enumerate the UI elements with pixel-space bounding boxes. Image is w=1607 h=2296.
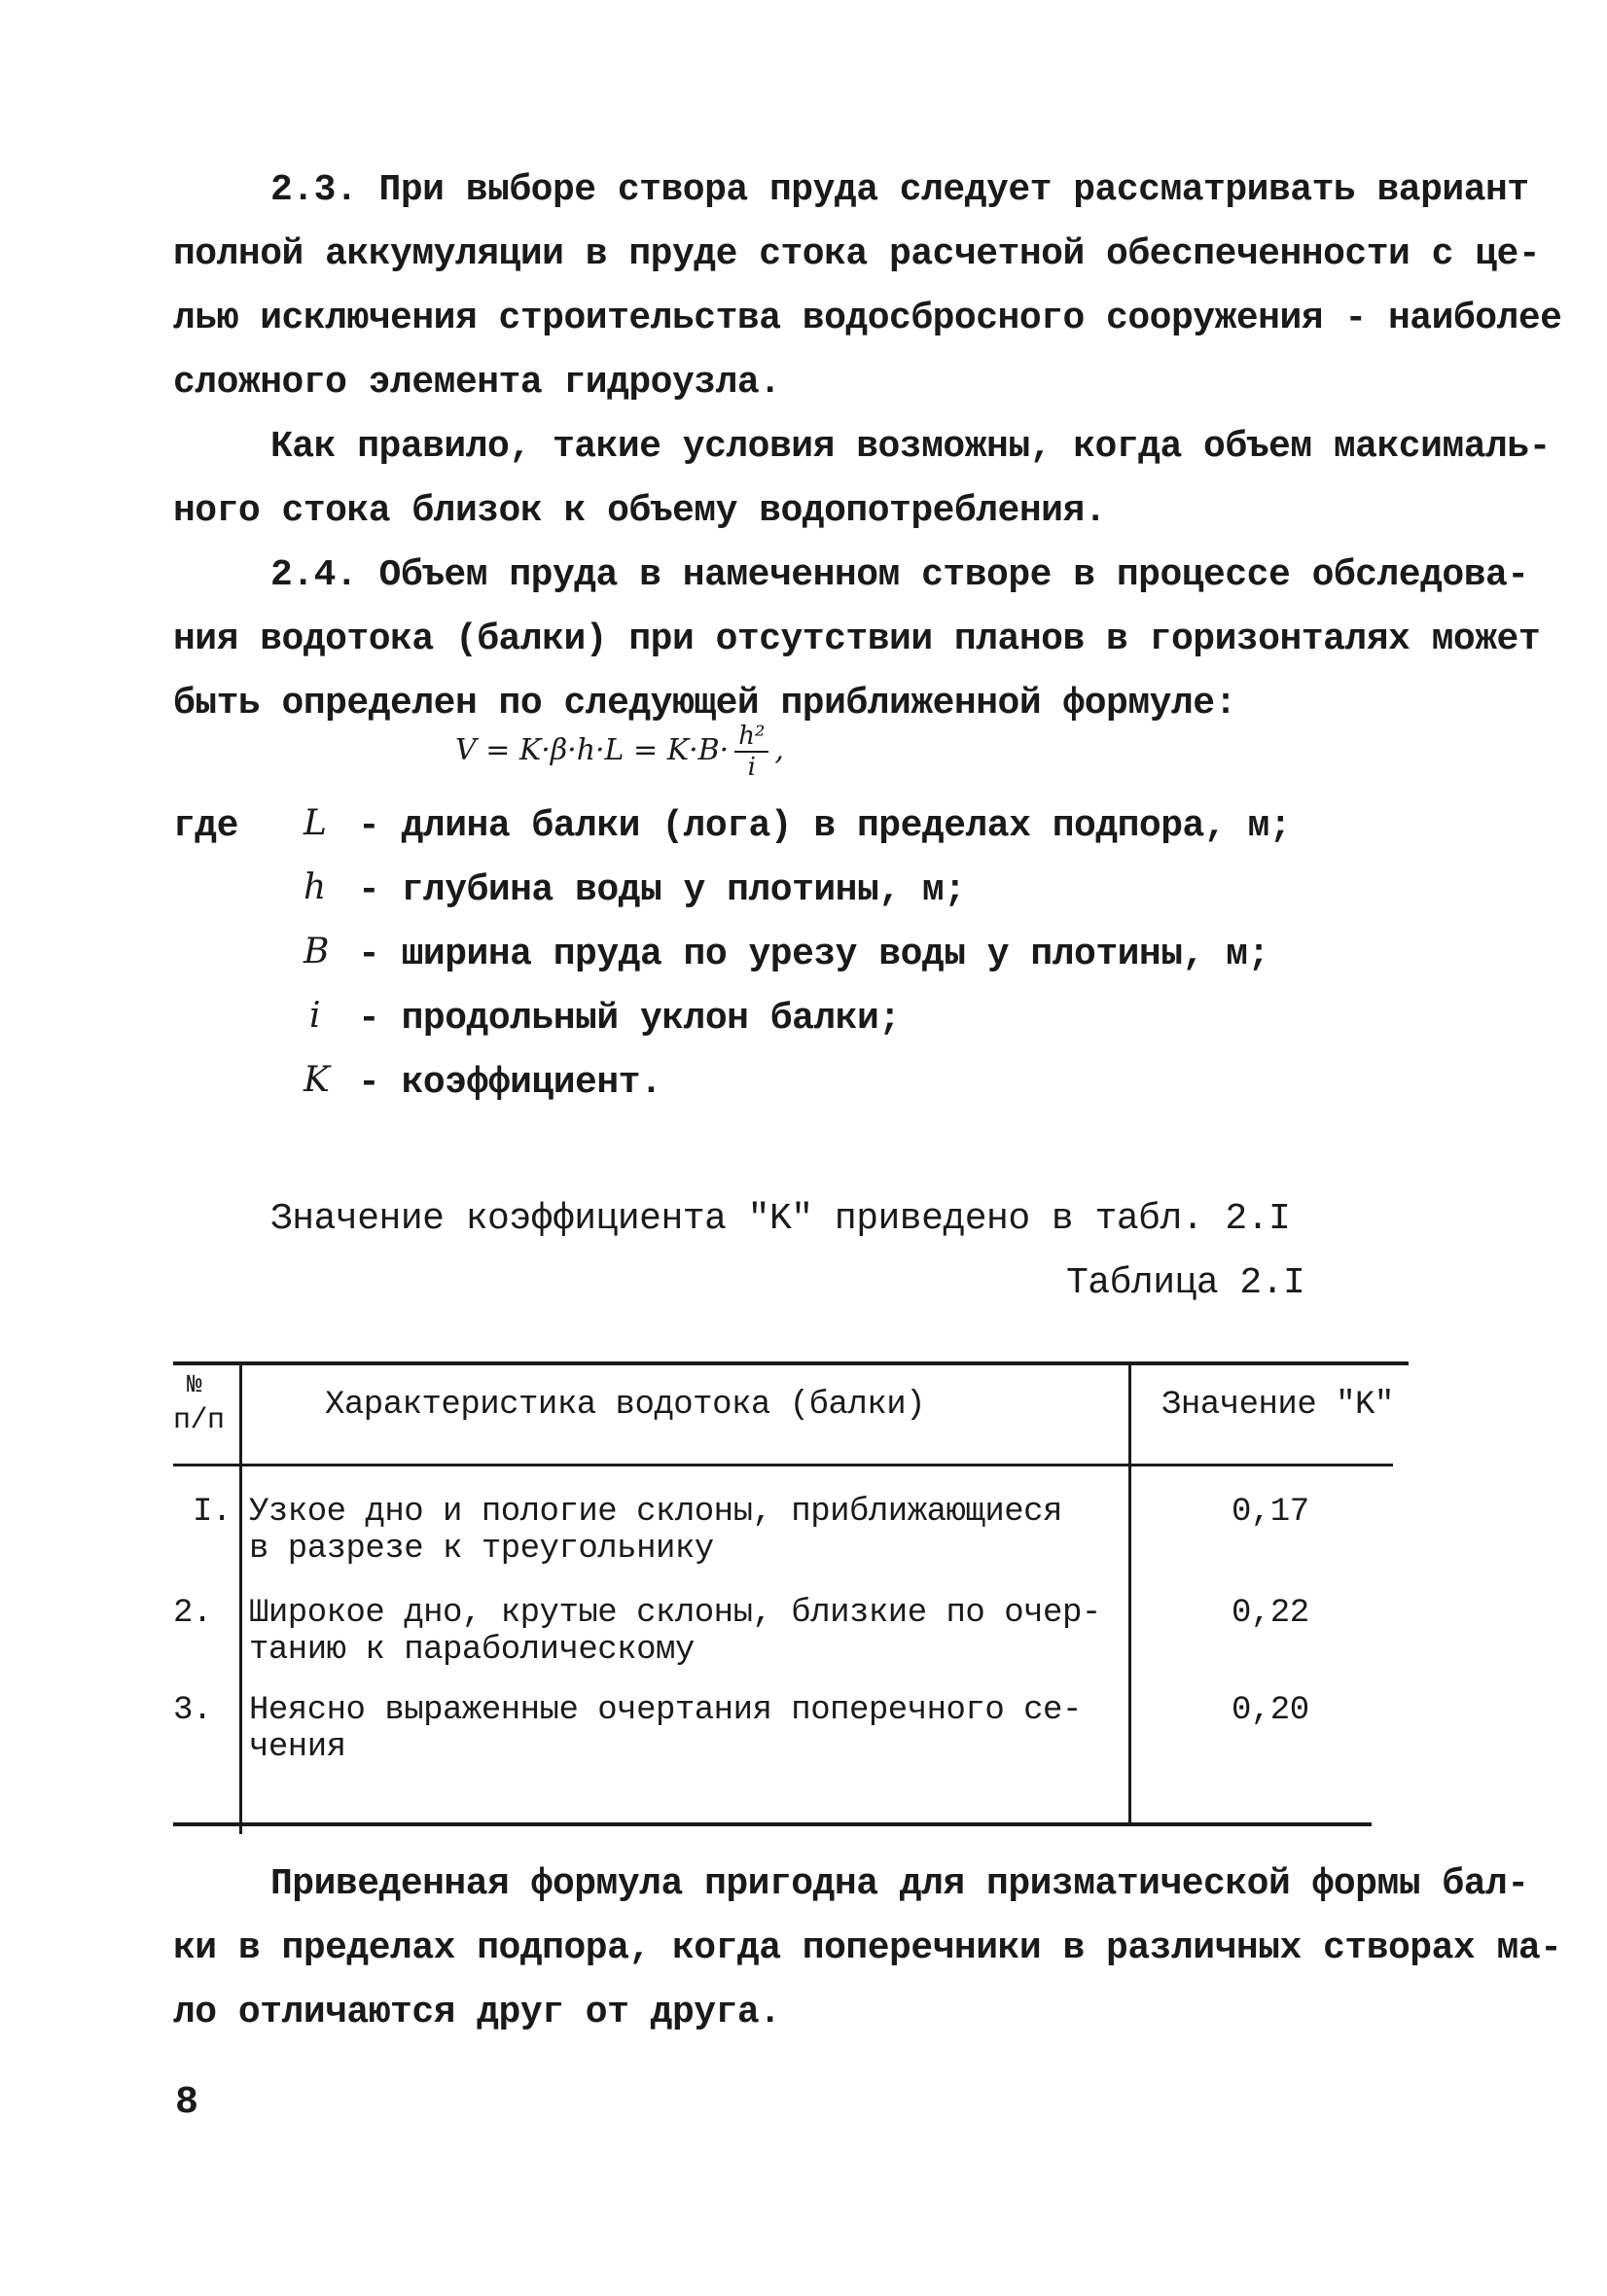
paragraph-2-4-line-2: ния водотока (балки) при отсутствии планов в горизонталях может: [173, 618, 1541, 660]
formula-tail: ,: [774, 733, 784, 767]
row-2-num: 2.: [173, 1595, 212, 1632]
row-2-value: 0,22: [1232, 1595, 1309, 1632]
header-description: Характеристика водотока (балки): [325, 1387, 926, 1424]
row-2-desc-line-1: Широкое дно, крутые склоны, близкие по очер-: [249, 1595, 1101, 1632]
paragraph-rule-line-1: Как правило, такие условия возможны, когда объем максималь-: [270, 426, 1551, 468]
row-3-desc-line-2: чения: [249, 1729, 346, 1766]
formula-fraction: [734, 722, 768, 782]
row-1-value: 0,17: [1232, 1494, 1309, 1531]
table-header-rule: [173, 1464, 1393, 1466]
row-1-desc-line-1: Узкое дно и пологие склоны, приближающиеся: [249, 1494, 1062, 1531]
row-1-num: I.: [193, 1494, 232, 1531]
formula-denominator: i: [747, 753, 756, 782]
legend-text-b: - ширина пруда по урезу воды у плотины, м;: [358, 934, 1269, 975]
table-top-rule: [173, 1361, 1409, 1365]
header-num-abbr: п/п: [173, 1404, 225, 1437]
row-3-desc-line-1: Неясно выраженные очертания поперечного се-: [249, 1692, 1082, 1729]
row-2-desc-line-2: танию к параболическому: [249, 1632, 695, 1669]
header-value: Значение "K": [1161, 1387, 1394, 1424]
legend-symbol-l: L: [304, 803, 327, 843]
table-caption: Таблица 2.I: [1066, 1262, 1305, 1304]
legend-text-l: - длина балки (лога) в пределах подпора, м;: [358, 805, 1292, 847]
row-1-desc-line-2: в разрезе к треугольнику: [249, 1531, 714, 1568]
table-col-divider-1: [239, 1365, 242, 1834]
table-intro: Значение коэффициента "K" приведено в табл. 2.I: [270, 1198, 1291, 1240]
legend-symbol-k: K: [304, 1060, 330, 1100]
closing-line-3: ло отличаются друг от друга.: [173, 1992, 781, 2033]
where-label: где: [173, 805, 238, 847]
paragraph-2-3-line-2: полной аккумуляции в пруде стока расчетной обеспеченности с це-: [173, 233, 1541, 275]
table-bottom-rule: [173, 1822, 1372, 1826]
paragraph-2-3-line-1: 2.3. При выборе створа пруда следует рассматривать вариант: [270, 169, 1529, 211]
paragraph-2-4-line-1: 2.4. Объем пруда в намеченном створе в процессе обследова-: [270, 554, 1529, 596]
legend-text-h: - глубина воды у плотины, м;: [358, 869, 966, 911]
row-3-value: 0,20: [1232, 1692, 1309, 1729]
page-number: 8: [175, 2081, 198, 2125]
legend-symbol-b: B: [304, 932, 330, 971]
volume-formula: [455, 722, 784, 782]
formula-numerator: h²: [734, 722, 768, 753]
table-col-divider-2: [1128, 1365, 1131, 1826]
legend-text-k: - коэффициент.: [358, 1062, 662, 1104]
paragraph-2-3-line-4: сложного элемента гидроузла.: [173, 362, 781, 404]
formula-left: V = K·β·h·L = K·B·: [455, 733, 730, 767]
paragraph-rule-line-2: ного стока близок к объему водопотребления.: [173, 490, 1107, 532]
paragraph-2-3-line-3: лью исключения строительства водосбросного сооружения - наиболее: [173, 298, 1562, 339]
header-num-symbol: №: [187, 1370, 202, 1399]
paragraph-2-4-line-3: быть определен по следующей приближенной формуле:: [173, 683, 1236, 724]
closing-line-1: Приведенная формула пригодна для призматической формы бал-: [270, 1863, 1529, 1905]
row-3-num: 3.: [173, 1692, 212, 1729]
legend-symbol-i: i: [309, 996, 321, 1036]
legend-text-i: - продольный уклон балки;: [358, 998, 901, 1040]
legend-symbol-h: h: [304, 867, 327, 907]
closing-line-2: ки в пределах подпора, когда поперечники в различных створах ма-: [173, 1927, 1562, 1969]
